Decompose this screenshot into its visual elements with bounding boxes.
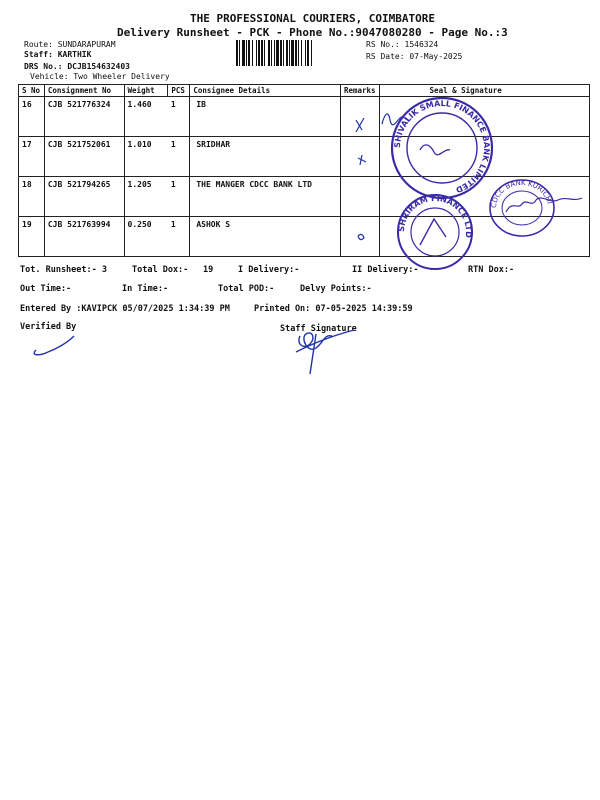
cell-seal (379, 177, 589, 217)
cell-pcs: 1 (168, 177, 190, 217)
printed-on: Printed On: 07-05-2025 14:39:59 (254, 304, 413, 314)
staff-signature-mark (296, 330, 354, 374)
stamp2-text: SHRIRAM FINANCE LTD (396, 193, 474, 239)
cell-consignment: CJB 521763994 (44, 217, 124, 257)
total-pod: Total POD:- (218, 284, 275, 294)
route-label: Route: SUNDARAPURAM (24, 40, 116, 49)
company-title: THE PROFESSIONAL COURIERS, COIMBATORE (190, 12, 436, 25)
runsheet-subtitle: Delivery Runsheet - PCK - Phone No.:9047080280 - Page No.:3 (117, 26, 508, 39)
barcode (236, 40, 358, 66)
col-remarks: Remarks (340, 85, 379, 97)
rtn-dox: RTN Dox:- (468, 265, 515, 275)
delvy-points: Delvy Points:- (300, 284, 372, 294)
cell-consignee: IB (190, 97, 341, 137)
in-time: In Time:- (122, 284, 169, 294)
tot-runsheet: Tot. Runsheet:- 3 (20, 265, 107, 275)
cell-pcs: 1 (168, 97, 190, 137)
cell-seal (379, 217, 589, 257)
table-row (19, 177, 590, 217)
vehicle-label: Vehicle: Two Wheeler Delivery (30, 72, 170, 81)
ii-delivery: II Delivery:- (352, 265, 419, 275)
cell-remarks (340, 97, 379, 137)
cell-remarks (340, 137, 379, 177)
cell-consignment: CJB 521794265 (44, 177, 124, 217)
cell-weight: 1.205 (124, 177, 168, 217)
rs-date-label: RS Date: 07-May-2025 (366, 52, 463, 61)
staff-label: Staff: KARTHIK (24, 50, 92, 59)
rs-no-label: RS No.: 1546324 (366, 40, 439, 49)
cell-sno: 16 (19, 97, 45, 137)
cell-remarks (340, 217, 379, 257)
table-row (19, 217, 590, 257)
cell-pcs: 1 (168, 217, 190, 257)
cell-consignment: CJB 521776324 (44, 97, 124, 137)
cell-consignee: THE MANGER CDCC BANK LTD (190, 177, 341, 217)
barcode-bar (312, 40, 313, 66)
col-seal: Seal & Signature (379, 85, 589, 97)
cell-consignee: SRIDHAR (190, 137, 341, 177)
cell-seal (379, 97, 589, 137)
total-dox-label: Total Dox:- (132, 265, 189, 275)
verified-signature (34, 336, 74, 355)
runsheet-table (18, 84, 590, 257)
out-time: Out Time:- (20, 284, 72, 294)
col-consignment: Consignment No (44, 85, 124, 97)
cell-sno: 19 (19, 217, 45, 257)
entered-by: Entered By :KAVIPCK 05/07/2025 1:34:39 PM (20, 304, 230, 314)
verified-by-label: Verified By (20, 322, 77, 332)
col-pcs: PCS (168, 85, 190, 97)
table-row (19, 137, 590, 177)
cell-sno: 17 (19, 137, 45, 177)
stamp3-text: CDCC BANK KURICHI (489, 178, 554, 209)
total-dox-value: 19 (203, 265, 214, 275)
col-consignee: Consignee Details (190, 85, 341, 97)
col-sno: S No (19, 85, 45, 97)
cell-remarks (340, 177, 379, 217)
cell-weight: 1.460 (124, 97, 168, 137)
table-header-row (19, 85, 590, 97)
cell-sno: 18 (19, 177, 45, 217)
cell-weight: 1.010 (124, 137, 168, 177)
cell-seal (379, 137, 589, 177)
i-delivery: I Delivery:- (238, 265, 300, 275)
stamp1-text: SHIVALIK SMALL FINANCE BANK LIMITED (392, 98, 492, 195)
cell-pcs: 1 (168, 137, 190, 177)
drs-label: DRS No.: DCJB154632403 (24, 62, 130, 71)
cell-consignee: ASHOK S (190, 217, 341, 257)
staff-signature-label: Staff Signature (280, 324, 357, 334)
cell-consignment: CJB 521752061 (44, 137, 124, 177)
cell-weight: 0.250 (124, 217, 168, 257)
table-row (19, 97, 590, 137)
col-weight: Weight (124, 85, 168, 97)
